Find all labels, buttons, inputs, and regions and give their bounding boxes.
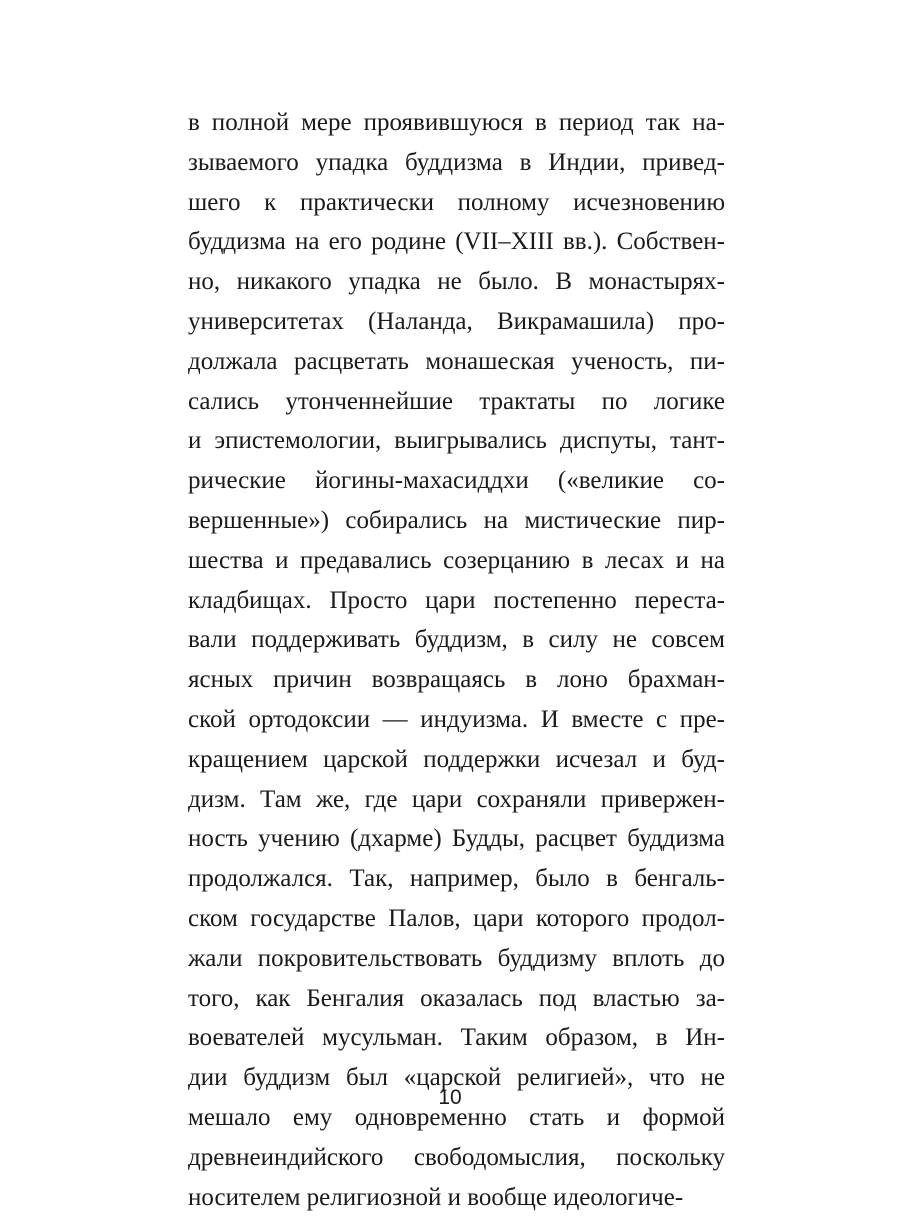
text-line: ясных причин возвращаясь в лоно брахман- xyxy=(188,666,725,694)
body-text xyxy=(188,103,725,1217)
text-line: жали покровительствовать буддизму вплоть до xyxy=(188,944,725,972)
text-line: зываемого упадка буддизма в Индии, привед- xyxy=(188,148,725,176)
text-line: должала расцветать монашеская ученость, пи- xyxy=(188,347,725,375)
text-line: сались утонченнейшие трактаты по логике xyxy=(188,387,725,415)
text-line: в полной мере проявившуюся в период так на- xyxy=(188,109,725,136)
text-line: кращением царской поддержки исчезал и буд- xyxy=(188,745,725,773)
text-line: носителем религиозной и вообще идеологиче- xyxy=(188,1183,684,1211)
text-line: шества и предавались созерцанию в лесах и на xyxy=(188,546,725,574)
text-line: но, никакого упадка не было. В монастырях- xyxy=(188,268,725,296)
text-line: воевателей мусульман. Таким образом, в Ин- xyxy=(188,1024,725,1052)
text-line: дии буддизм был «царской религией», что не xyxy=(188,1064,725,1092)
text-line: мешало ему одновременно стать и формой xyxy=(188,1103,725,1131)
text-line: буддизма на его родине (VII–XIII вв.). Собствен- xyxy=(188,228,725,256)
text-line: того, как Бенгалия оказалась под властью за- xyxy=(188,984,725,1012)
text-line: вали поддерживать буддизм, в силу не совсем xyxy=(188,626,725,654)
text-line: вершенные») собирались на мистические пир- xyxy=(188,506,725,534)
text-line: ской ортодоксии — индуизма. И вместе с пре- xyxy=(188,705,725,733)
text-line: университетах (Наланда, Викрамашила) про- xyxy=(188,307,725,335)
text-line: древнеиндийского свободомыслия, поскольку xyxy=(188,1143,725,1171)
text-line: кладбищах. Просто цари постепенно переста- xyxy=(188,586,725,614)
text-line: дизм. Там же, где цари сохраняли привержен- xyxy=(188,785,725,813)
text-line: и эпистемологии, выигрывались диспуты, тант- xyxy=(188,427,725,455)
text-line: продолжался. Так, например, было в бенгаль- xyxy=(188,865,725,893)
text-line: ском государстве Палов, цари которого продол- xyxy=(188,904,725,932)
text-line: ность учению (дхарме) Будды, расцвет буддизма xyxy=(188,825,725,853)
text-line: шего к практически полному исчезновению xyxy=(188,188,725,216)
text-line: рические йогины-махасиддхи («великие со- xyxy=(188,467,725,495)
page-number: 10 xyxy=(438,1086,462,1109)
